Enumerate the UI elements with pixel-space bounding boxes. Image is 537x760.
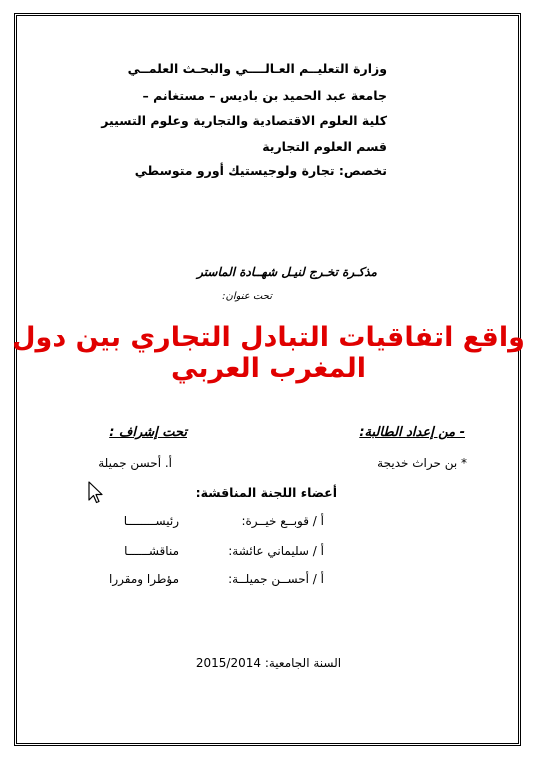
committee-member-name: أ / أحســن جميلــة: xyxy=(228,572,324,586)
committee-member-role: مؤطرا ومقررا xyxy=(109,572,179,586)
mouse-pointer-icon xyxy=(88,481,104,509)
department-name: قسم العلوم التجارية xyxy=(262,139,387,154)
under-title-label: تحت عنوان: xyxy=(222,291,272,302)
university-name: جامعة عبد الحميد بن باديس – مستغانم – xyxy=(142,88,387,103)
prepared-by-label: - من إعداد الطالبة: xyxy=(359,425,465,440)
specialty: تخصص: تجارة ولوجيستيك أورو متوسطي xyxy=(134,163,387,178)
supervisor-name: أ. أحسن جميلة xyxy=(98,456,172,470)
thesis-title: واقع اتفاقيات التبادل التجاري بين دول المغرب العربي xyxy=(12,322,525,384)
committee-heading: أعضاء اللجنة المناقشة: xyxy=(195,485,337,500)
supervision-label: تحت إشراف : xyxy=(109,425,187,440)
committee-member-role: مناقشــــــا xyxy=(124,544,179,558)
committee-member-name: أ / سليماني عائشة: xyxy=(228,544,324,558)
committee-member-role: رئيســــــــا xyxy=(123,514,179,528)
faculty-name: كلية العلوم الاقتصادية والتجارية وعلوم التسيير xyxy=(101,113,387,128)
committee-member-name: أ / قوبــع خيــرة: xyxy=(241,514,324,528)
student-name: * بن حراث خديجة xyxy=(377,456,467,470)
thesis-type: مذكـرة تخـرج لنيـل شهــادة الماستر xyxy=(197,265,377,279)
academic-year: السنة الجامعية: 2015/2014 xyxy=(195,656,342,670)
ministry-name: وزارة التعليــم العـالــــي والبحـث العلمــي xyxy=(127,61,387,76)
